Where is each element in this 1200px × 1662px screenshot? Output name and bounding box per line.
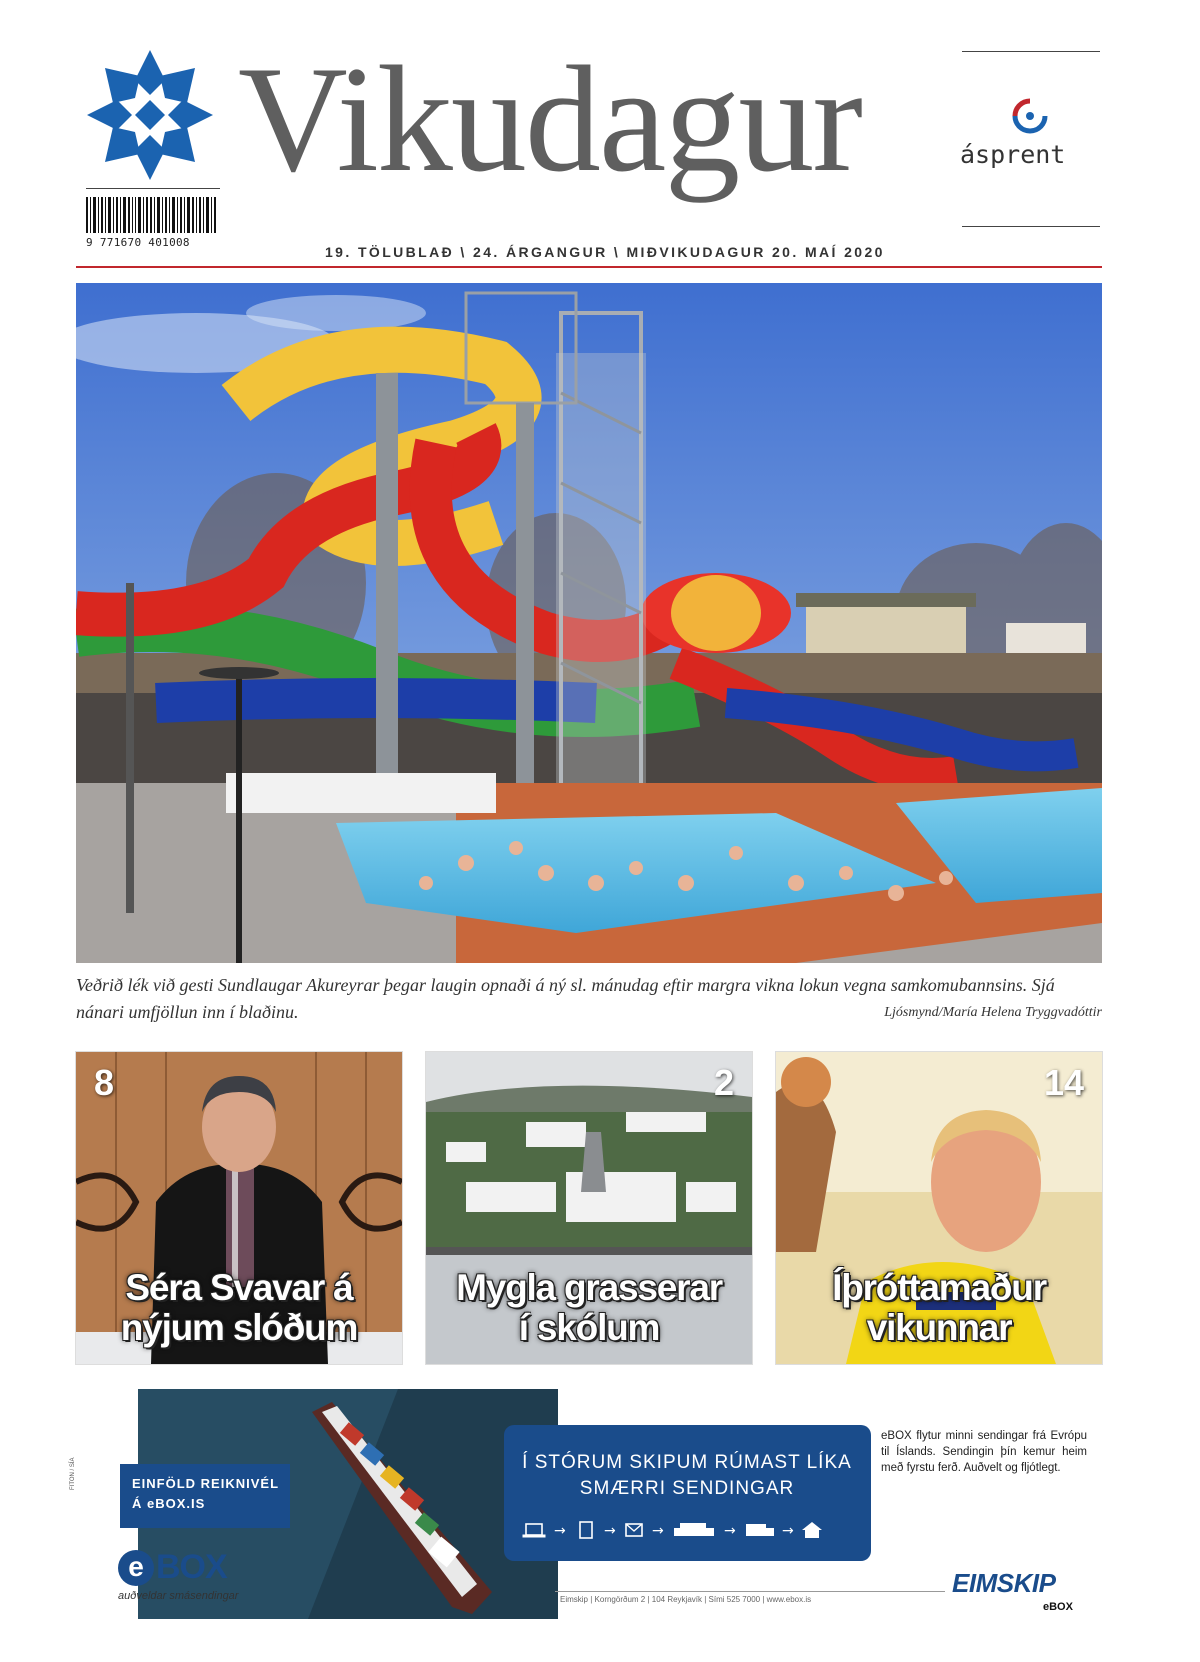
eimskip-ebox-sublogo: eBOX <box>1043 1601 1073 1613</box>
shipping-steps-icons <box>520 1518 854 1542</box>
asprent-logo-icon <box>1012 98 1048 134</box>
sponsor-name: ásprent <box>960 140 1066 169</box>
teaser-headline: Séra Svavar á nýjum slóðum <box>120 1267 358 1348</box>
photo-credit: Ljósmynd/María Helena Tryggvadóttir <box>884 1005 1102 1020</box>
eight-point-star-logo <box>85 48 215 182</box>
masthead-rule-right-bottom <box>962 226 1100 227</box>
ebox-tagline: auðveldar smásendingar <box>118 1590 239 1602</box>
teaser-page-number: 8 <box>94 1062 115 1103</box>
ad-footer: Eimskip | Korngörðum 2 | 104 Reykjavík | Sími 525 7000 | www.ebox.is <box>560 1595 812 1604</box>
svg-text:→: → <box>782 1523 794 1539</box>
teaser-headline: Íþróttamaður vikunnar <box>832 1267 1046 1348</box>
svg-text:→: → <box>604 1523 616 1539</box>
teaser-ithrottamadur[interactable] <box>776 1052 1102 1364</box>
ad-headline: Í STÓRUM SKIPUM RÚMAST LÍKA SMÆRRI SENDINGAR <box>522 1452 852 1499</box>
main-photo-water-park <box>76 283 1102 963</box>
print-code: FITON / SÍA <box>70 1457 76 1490</box>
ad-calculator-callout[interactable]: EINFÖLD REIKNIVÉL Á eBOX.IS <box>120 1464 290 1528</box>
teaser-page-number: 14 <box>1043 1062 1084 1103</box>
cargo-ship-image <box>292 1392 524 1620</box>
teaser-mygla[interactable] <box>426 1052 752 1364</box>
masthead-rule-left <box>86 188 220 189</box>
ad-footer-rule <box>555 1591 945 1592</box>
teaser-svavar[interactable] <box>76 1052 402 1364</box>
teaser-headline: Mygla grasserar í skólum <box>456 1267 722 1348</box>
svg-text:→: → <box>554 1523 566 1539</box>
main-photo-caption: Veðrið lék við gesti Sundlaugar Akureyrar þegar laugin opnaði á ný sl. mánudag eftir margra vikna lokun vegna samkomubannsins. Sjá nánari umfjöllun inn í blaðinu. <box>76 975 1055 1022</box>
svg-text:→: → <box>652 1523 664 1539</box>
issue-line: 19. TÖLUBLAÐ \ 24. ÁRGANGUR \ MIÐVIKUDAGUR 20. MAÍ 2020 <box>325 244 885 260</box>
svg-text:→: → <box>724 1523 736 1539</box>
masthead-red-rule <box>76 266 1102 268</box>
teaser-page-number: 2 <box>713 1062 734 1103</box>
newspaper-title: Vikudagur <box>238 35 861 203</box>
barcode-digits: 9 771670 401008 <box>86 236 190 249</box>
ad-body-text: eBOX flytur minni sendingar frá Evrópu til Íslands. Sendingin þín kemur heim með fyrstu ferð. Auðvelt og fljótlegt. <box>881 1430 1087 1474</box>
eimskip-logo: EIMSKIP <box>952 1568 1056 1598</box>
barcode <box>86 197 218 233</box>
masthead-rule-right-top <box>962 51 1100 52</box>
ebox-logo: e BOX <box>118 1548 227 1587</box>
